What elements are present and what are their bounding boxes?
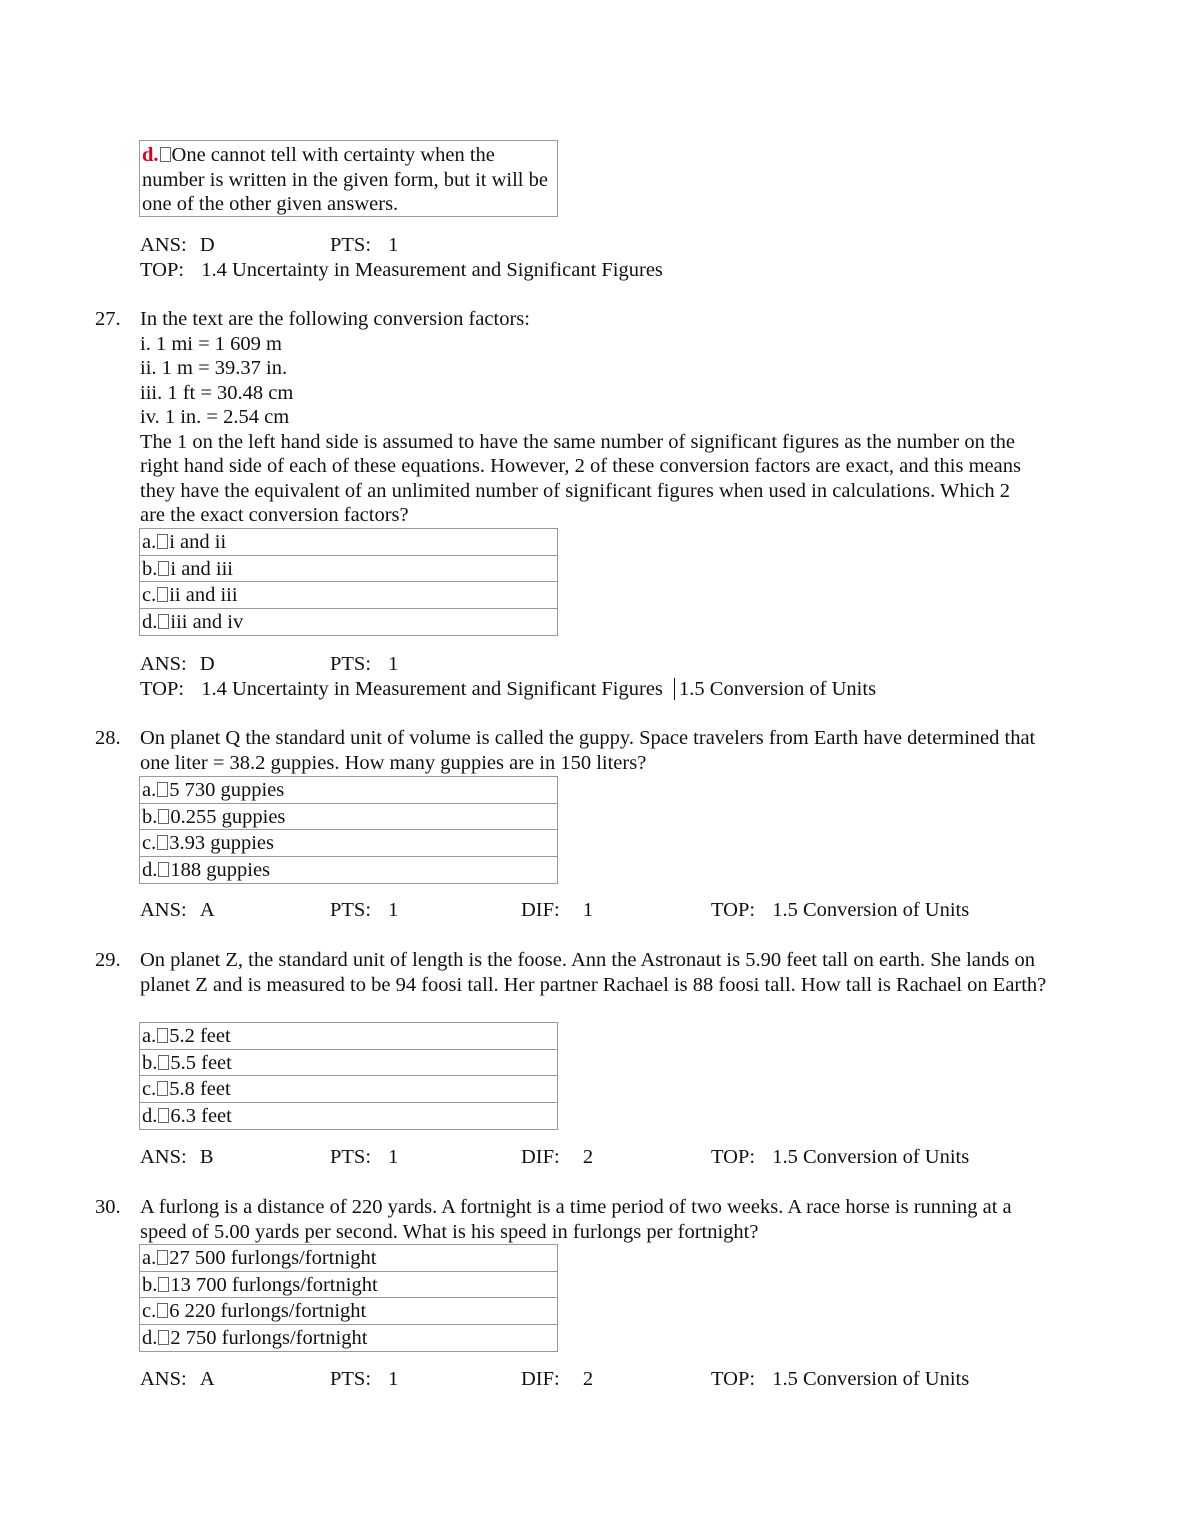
q30-topic xyxy=(711,1367,969,1392)
q27-question-text: The 1 on the left hand side is assumed to have the same number of significant figures as the number on the right hand side of each of these equations. However, 2 of these conversion factors are exact, and this means they have the equivalent of an unlimited number of significant figures when used in calculations. Which 2 are the exact conversion factors? xyxy=(140,430,1021,526)
top-value: 1.5 Conversion of Units xyxy=(772,1146,970,1168)
option-letter: d. xyxy=(142,858,158,881)
top-label: TOP: xyxy=(140,259,185,281)
option-text: 3.93 guppies xyxy=(169,832,275,854)
option-text: 6 220 furlongs/fortnight xyxy=(169,1300,367,1322)
q26-option-box xyxy=(139,140,558,217)
checkbox-glyph-icon xyxy=(157,1303,168,1318)
top-value: 1.4 Uncertainty in Measurement and Significant Figures xyxy=(201,678,663,700)
dif-value: 2 xyxy=(582,1146,594,1168)
option-text: 13 700 furlongs/fortnight xyxy=(170,1273,378,1296)
q28-option-b[interactable] xyxy=(140,804,557,831)
q28-option-a[interactable] xyxy=(140,777,557,804)
q27-option-box xyxy=(139,528,558,636)
option-letter: b. xyxy=(142,1273,158,1296)
topic-separator xyxy=(674,678,876,700)
option-letter: a. xyxy=(142,1025,157,1047)
q27-stem-line: In the text are the following conversion factors: xyxy=(140,308,530,330)
checkbox-glyph-icon xyxy=(157,534,168,549)
q29-option-box xyxy=(139,1022,558,1130)
q27-factor-ii: ii. 1 m = 39.37 in. xyxy=(140,357,288,379)
ans-value: B xyxy=(199,1146,214,1168)
option-text: 0.255 guppies xyxy=(170,805,286,828)
q29-option-c[interactable] xyxy=(140,1076,557,1103)
option-letter: d. xyxy=(142,1326,158,1349)
ans-label: ANS: xyxy=(140,1368,187,1390)
checkbox-glyph-icon xyxy=(158,1108,169,1123)
option-letter: d. xyxy=(142,1104,158,1127)
q28-option-c[interactable] xyxy=(140,830,557,857)
checkbox-glyph-icon xyxy=(158,1330,169,1345)
q29-topic xyxy=(711,1145,969,1170)
ans-value: A xyxy=(199,899,215,921)
q27-stem xyxy=(140,307,1040,528)
q29-pts xyxy=(330,1145,398,1170)
q29-option-b[interactable] xyxy=(140,1050,557,1077)
q27-option-c[interactable] xyxy=(140,582,557,609)
q26-option-d-letter: d. xyxy=(142,144,159,166)
q27-option-d[interactable] xyxy=(140,609,557,636)
pts-value: 1 xyxy=(388,1146,399,1168)
dif-label: DIF: xyxy=(521,1146,560,1168)
pts-label: PTS: xyxy=(330,1146,372,1168)
option-text: 5.2 feet xyxy=(169,1025,231,1047)
option-text: i and ii xyxy=(169,531,227,553)
q28-option-d[interactable] xyxy=(140,857,557,884)
checkbox-glyph-icon xyxy=(158,1055,169,1070)
checkbox-glyph-icon xyxy=(157,1250,168,1265)
q27-factor-iii: iii. 1 ft = 30.48 cm xyxy=(140,381,294,404)
q26-topic xyxy=(140,258,663,283)
q30-pts xyxy=(330,1367,398,1392)
option-letter: b. xyxy=(142,557,158,580)
ans-value: A xyxy=(199,1368,215,1390)
q26-pts xyxy=(330,233,398,258)
ans-label: ANS: xyxy=(140,653,187,675)
q27-ans xyxy=(140,652,215,677)
pts-value: 1 xyxy=(388,899,399,921)
option-text: 6.3 feet xyxy=(170,1104,232,1127)
option-text: 5.8 feet xyxy=(169,1078,231,1100)
checkbox-glyph-icon xyxy=(160,147,171,162)
q29-dif xyxy=(521,1145,593,1170)
option-text: 5 730 guppies xyxy=(169,779,285,801)
pts-value: 1 xyxy=(388,653,399,675)
checkbox-glyph-icon xyxy=(158,1277,169,1292)
q30-option-a[interactable] xyxy=(140,1245,557,1272)
checkbox-glyph-icon xyxy=(158,862,169,877)
pts-value: 1 xyxy=(388,1368,399,1390)
option-text: 5.5 feet xyxy=(170,1051,232,1074)
option-letter: b. xyxy=(142,1051,158,1074)
checkbox-glyph-icon xyxy=(157,1028,168,1043)
q28-number: 28. xyxy=(95,727,121,749)
q28-topic xyxy=(711,898,969,923)
top-value: 1.4 Uncertainty in Measurement and Significant Figures xyxy=(201,259,663,281)
option-letter: a. xyxy=(142,531,157,553)
q28-option-box xyxy=(139,776,558,884)
q30-option-b[interactable] xyxy=(140,1272,557,1299)
q28-pts xyxy=(330,898,398,923)
option-letter: a. xyxy=(142,779,157,801)
checkbox-glyph-icon xyxy=(157,835,168,850)
q27-number: 27. xyxy=(95,308,121,330)
ans-value: D xyxy=(199,234,215,256)
top-label: TOP: xyxy=(711,1146,756,1168)
option-letter: b. xyxy=(142,805,158,828)
q27-topic xyxy=(140,677,876,702)
checkbox-glyph-icon xyxy=(158,614,169,629)
q27-pts xyxy=(330,652,398,677)
checkbox-glyph-icon xyxy=(157,1081,168,1096)
top-label: TOP: xyxy=(711,1368,756,1390)
dif-value: 1 xyxy=(582,899,594,921)
ans-value: D xyxy=(199,653,215,675)
checkbox-glyph-icon xyxy=(157,782,168,797)
option-letter: a. xyxy=(142,1247,157,1269)
option-text: i and iii xyxy=(170,557,234,580)
q29-ans xyxy=(140,1145,214,1170)
pts-value: 1 xyxy=(388,234,399,256)
q27-factor-i: i. 1 mi = 1 609 m xyxy=(140,332,282,355)
q28-ans xyxy=(140,898,215,923)
dif-label: DIF: xyxy=(521,1368,560,1390)
q30-option-c[interactable] xyxy=(140,1298,557,1325)
q30-option-d[interactable] xyxy=(140,1325,557,1352)
q29-number: 29. xyxy=(95,949,121,971)
q28-dif xyxy=(521,898,593,923)
option-text: ii and iii xyxy=(169,584,238,606)
q26-answer-line xyxy=(140,233,215,258)
q26-option-d[interactable] xyxy=(140,141,557,217)
q28-stem: On planet Q the standard unit of volume is called the guppy. Space travelers from Earth have determined that one liter = 38.2 guppies. How many guppies are in 150 liters? xyxy=(140,727,1036,774)
checkbox-glyph-icon xyxy=(158,561,169,576)
top-value: 1.5 Conversion of Units xyxy=(772,899,970,921)
ans-label: ANS: xyxy=(140,234,187,256)
pts-label: PTS: xyxy=(330,899,372,921)
dif-label: DIF: xyxy=(521,899,560,921)
q27-factor-iv: iv. 1 in. = 2.54 cm xyxy=(140,406,290,428)
pts-label: PTS: xyxy=(330,653,372,675)
option-letter: c. xyxy=(142,832,157,854)
option-letter: d. xyxy=(142,610,158,633)
dif-value: 2 xyxy=(582,1368,594,1390)
q26-option-d-text: One cannot tell with certainty when the number is written in the given form, but it will be one of the other given answers. xyxy=(142,144,548,215)
option-text: iii and iv xyxy=(170,610,244,633)
checkbox-glyph-icon xyxy=(158,809,169,824)
checkbox-glyph-icon xyxy=(157,587,168,602)
pts-label: PTS: xyxy=(330,234,372,256)
q27-option-b[interactable] xyxy=(140,556,557,583)
top-value: 1.5 Conversion of Units xyxy=(772,1368,970,1390)
option-text: 27 500 furlongs/fortnight xyxy=(169,1247,377,1269)
option-letter: c. xyxy=(142,1300,157,1322)
top-value-2: 1.5 Conversion of Units xyxy=(679,678,877,700)
top-label: TOP: xyxy=(711,899,756,921)
option-text: 188 guppies xyxy=(170,858,271,881)
pts-label: PTS: xyxy=(330,1368,372,1390)
q30-dif xyxy=(521,1367,593,1392)
q29-option-a[interactable] xyxy=(140,1023,557,1050)
q30-ans xyxy=(140,1367,215,1392)
q30-option-box xyxy=(139,1244,558,1352)
option-text: 2 750 furlongs/fortnight xyxy=(170,1326,368,1349)
q30-number: 30. xyxy=(95,1196,121,1218)
option-letter: c. xyxy=(142,1078,157,1100)
q27-option-a[interactable] xyxy=(140,529,557,556)
ans-label: ANS: xyxy=(140,899,187,921)
ans-label: ANS: xyxy=(140,1146,187,1168)
option-letter: c. xyxy=(142,584,157,606)
top-label: TOP: xyxy=(140,678,185,700)
q29-stem: On planet Z, the standard unit of length is the foose. Ann the Astronaut is 5.90 feet tall on earth. She lands on planet Z and is measured to be 94 foosi tall. Her partner Rachael is 88 foosi tall. How tall is Rachael on Earth? xyxy=(140,949,1047,996)
q29-option-d[interactable] xyxy=(140,1103,557,1130)
q30-stem: A furlong is a distance of 220 yards. A fortnight is a time period of two weeks. A race horse is running at a speed of 5.00 yards per second. What is his speed in furlongs per fortnight? xyxy=(140,1196,1012,1243)
